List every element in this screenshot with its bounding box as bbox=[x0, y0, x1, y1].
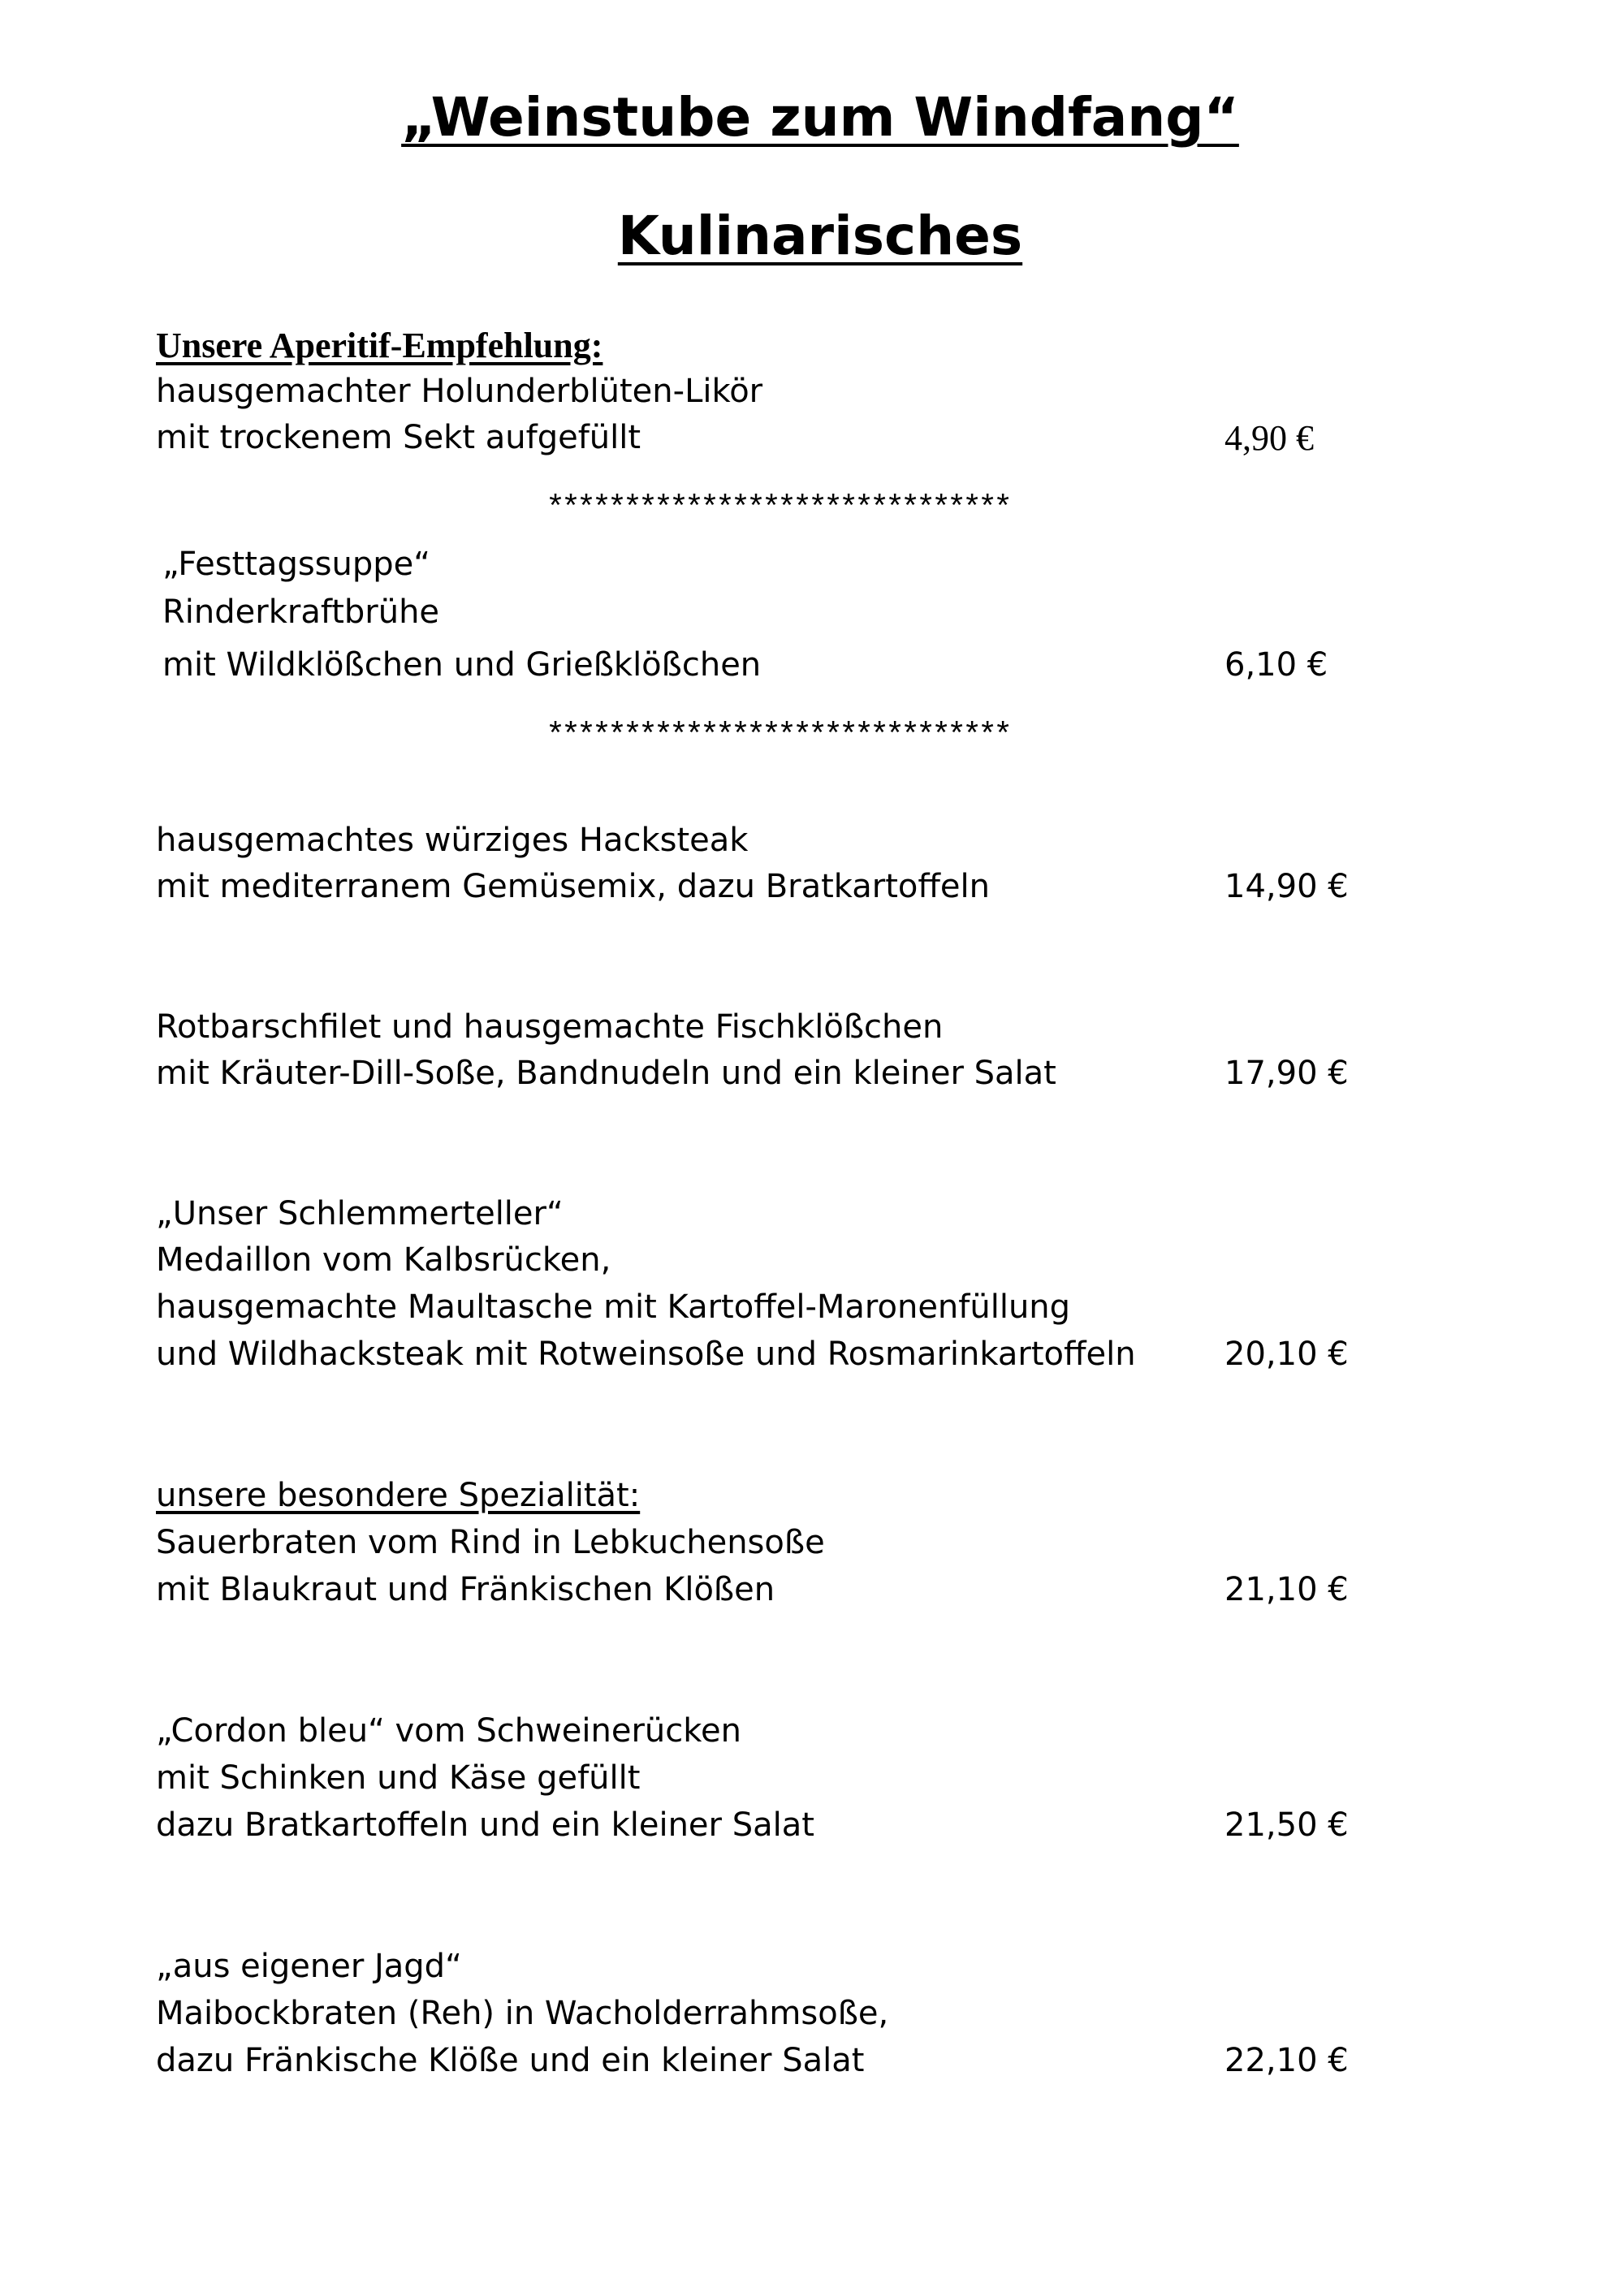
soup-line-2: Rinderkraftbrühe bbox=[162, 593, 440, 631]
dish-4-price: 21,10 € bbox=[1224, 1571, 1349, 1608]
dish-3-line-2: Medaillon vom Kalbsrücken, bbox=[156, 1241, 611, 1279]
separator-1: ****************************** bbox=[546, 491, 1009, 528]
dish-2-price: 17,90 € bbox=[1224, 1055, 1349, 1092]
dish-5-line-1: „Cordon bleu“ vom Schweinerücken bbox=[156, 1712, 741, 1750]
dish-3-line-4: und Wildhacksteak mit Rotweinsoße und Rosmarinkartoffeln bbox=[156, 1336, 1136, 1373]
aperitif-line-2: mit trockenem Sekt aufgefüllt bbox=[156, 419, 641, 456]
dish-5-line-3: dazu Bratkartoffeln und ein kleiner Salat bbox=[156, 1806, 814, 1844]
dish-6-line-3: dazu Fränkische Klöße und ein kleiner Salat bbox=[156, 2042, 865, 2079]
dish-3-line-3: hausgemachte Maultasche mit Kartoffel-Maronenfüllung bbox=[156, 1288, 1071, 1326]
dish-4-line-1: unsere besondere Spezialität: bbox=[156, 1477, 641, 1514]
dish-3-price: 20,10 € bbox=[1224, 1336, 1349, 1373]
dish-5-line-2: mit Schinken und Käse gefüllt bbox=[156, 1759, 641, 1797]
dish-1-price: 14,90 € bbox=[1224, 868, 1349, 905]
soup-line-3: mit Wildklößchen und Grießklößchen bbox=[162, 646, 762, 684]
dish-1-line-1: hausgemachtes würziges Hacksteak bbox=[156, 822, 749, 859]
section-title: Kulinarisches bbox=[617, 205, 1023, 267]
aperitif-line-1: hausgemachter Holunderblüten-Likör bbox=[156, 373, 763, 410]
dish-6-price: 22,10 € bbox=[1224, 2042, 1349, 2079]
restaurant-name: „Weinstube zum Windfang“ bbox=[401, 86, 1239, 149]
dish-4-line-2: Sauerbraten vom Rind in Lebkuchensoße bbox=[156, 1524, 825, 1561]
dish-6-line-2: Maibockbraten (Reh) in Wacholderrahmsoße, bbox=[156, 1995, 889, 2032]
separator-2: ****************************** bbox=[546, 719, 1009, 755]
dish-2-line-1: Rotbarschfilet und hausgemachte Fischklößchen bbox=[156, 1008, 944, 1046]
dish-2-line-2: mit Kräuter-Dill-Soße, Bandnudeln und ein kleiner Salat bbox=[156, 1055, 1056, 1092]
dish-6-line-1: „aus eigener Jagd“ bbox=[156, 1948, 462, 1985]
dish-5-price: 21,50 € bbox=[1224, 1806, 1349, 1844]
dish-3-line-1: „Unser Schlemmerteller“ bbox=[156, 1195, 564, 1232]
aperitif-price: 4,90 € bbox=[1224, 418, 1314, 458]
soup-line-1: „Festtagssuppe“ bbox=[162, 546, 430, 583]
dish-1-line-2: mit mediterranem Gemüsemix, dazu Bratkartoffeln bbox=[156, 868, 990, 905]
soup-price: 6,10 € bbox=[1224, 646, 1328, 684]
dish-4-line-3: mit Blaukraut und Fränkischen Klößen bbox=[156, 1571, 775, 1608]
aperitif-heading: Unsere Aperitif-Empfehlung: bbox=[156, 326, 603, 365]
